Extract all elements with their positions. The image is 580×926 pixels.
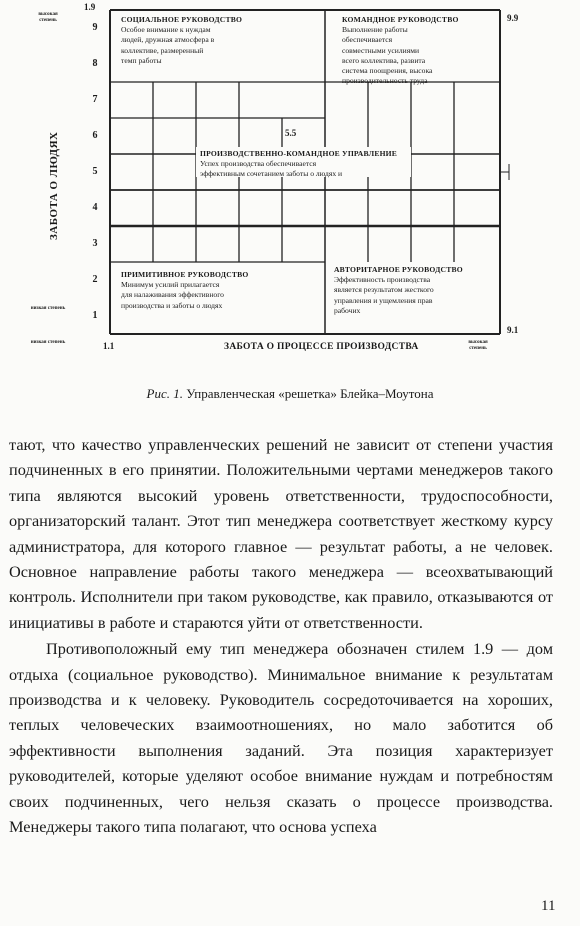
team-leadership-line: Выполнение работы <box>342 25 408 35</box>
social-leadership-line: темп работы <box>121 55 162 65</box>
y-low-degree-label: низкая степень <box>30 306 66 311</box>
y-tick-3: 3 <box>92 238 98 249</box>
team-leadership-line: совместными усилиями <box>342 45 420 55</box>
primitive-leadership-line: Минимум усилий прилагается <box>121 280 220 290</box>
y-top-value: 1.9 <box>84 2 96 12</box>
authoritarian-leadership-line: Эффективность производства <box>334 275 431 285</box>
x-low-degree-label: низкая степень <box>30 340 66 345</box>
corner-top-right-value: 9.9 <box>507 13 519 23</box>
x-axis-label: ЗАБОТА О ПРОЦЕССЕ ПРОИЗВОДСТВА <box>224 342 419 352</box>
social-leadership-line: Особое внимание к нуждам <box>121 25 211 35</box>
production-team-box <box>200 149 410 180</box>
corner-bottom-right-value: 9.1 <box>507 325 519 335</box>
production-team-line: Успех производства обеспечивается <box>200 159 317 169</box>
figure-caption <box>0 386 580 402</box>
paragraph: тают, что качество управленческих решений не зависит от степени участия подчиненных в его принятии. Положительными чертами менеджеров такого типа являются высокий уровень ответственности, трудоспособности, организаторский талант. Этот тип менеджера соответствует жесткому курсу администратора, для которого главное — результат работы, а не человек. Основное направление работы такого менеджера — всеохватывающий контроль. Исполнители при таком руководстве, как правило, отказываются от инициативы в работе и стараются уйти от ответственности. <box>9 435 553 632</box>
social-leadership-box <box>121 15 321 66</box>
production-team-line: эффективным сочетанием заботы о людях и <box>200 169 343 179</box>
team-leadership-box <box>342 15 497 86</box>
y-tick-2: 2 <box>92 274 98 285</box>
figure-caption-label: Рис. 1. <box>146 386 183 401</box>
y-tick-1: 1 <box>92 310 98 321</box>
y-high-degree-label: высокая степень <box>38 12 58 23</box>
team-leadership-line: система поощрения, высока <box>342 66 433 76</box>
blake-mouton-grid-figure <box>0 0 580 380</box>
primitive-leadership-line: для налаживания эффективного <box>121 290 224 300</box>
figure-caption-text: Управленческая «решетка» Блейка–Моутона <box>182 386 434 401</box>
center-value: 5.5 <box>285 128 297 138</box>
social-leadership-title: СОЦИАЛЬНОЕ РУКОВОДСТВО <box>121 15 243 24</box>
authoritarian-leadership-line: управления и ущемления прав <box>334 295 433 305</box>
paragraph: Противоположный ему тип менеджера обозначен стилем 1.9 — дом отдыха (социальное руководство). Минимальное внимание к результатам производства и к человеку. Руководитель сосредоточивается на хороших, теплых человеческих взаимоотношениях, но мало заботится об эффективности выполнения заданий. Эта позиция характеризует руководителей, которые уделяют особое внимание нуждам и потребностям своих подчиненных, чего нельзя сказать о процессе производства. Менеджеры такого типа полагают, что основа успеха <box>9 639 553 837</box>
team-leadership-line: обеспечивается <box>342 35 393 45</box>
y-tick-6: 6 <box>92 130 98 141</box>
corner-bottom-left-value: 1.1 <box>103 341 115 351</box>
team-leadership-title: КОМАНДНОЕ РУКОВОДСТВО <box>342 15 459 24</box>
authoritarian-leadership-line: является результатом жесткого <box>334 285 434 295</box>
primitive-leadership-title: ПРИМИТИВНОЕ РУКОВОДСТВО <box>121 270 249 279</box>
authoritarian-leadership-title: АВТОРИТАРНОЕ РУКОВОДСТВО <box>334 265 463 274</box>
y-tick-9: 9 <box>92 22 98 33</box>
y-tick-5: 5 <box>92 166 98 177</box>
y-axis-label: ЗАБОТА О ЛЮДЯХ <box>48 131 60 240</box>
team-leadership-line: всего коллектива, развита <box>342 55 426 65</box>
team-leadership-line: производительность труда <box>342 76 428 86</box>
primitive-leadership-line: производства и заботы о людях <box>121 300 223 310</box>
authoritarian-leadership-box <box>334 265 496 316</box>
y-tick-8: 8 <box>92 58 98 69</box>
body-text <box>9 432 553 840</box>
y-tick-4: 4 <box>92 202 98 213</box>
social-leadership-line: людей, дружная атмосфера в <box>121 35 215 45</box>
social-leadership-line: коллективе, размеренный <box>121 45 204 55</box>
page-number: 11 <box>541 898 556 914</box>
production-team-title: ПРОИЗВОДСТВЕННО-КОМАНДНОЕ УПРАВЛЕНИЕ <box>200 149 398 158</box>
authoritarian-leadership-line: рабочих <box>334 305 361 315</box>
primitive-leadership-box <box>121 270 321 311</box>
x-high-degree-label: высокая степень <box>468 340 488 351</box>
y-tick-7: 7 <box>92 94 98 105</box>
